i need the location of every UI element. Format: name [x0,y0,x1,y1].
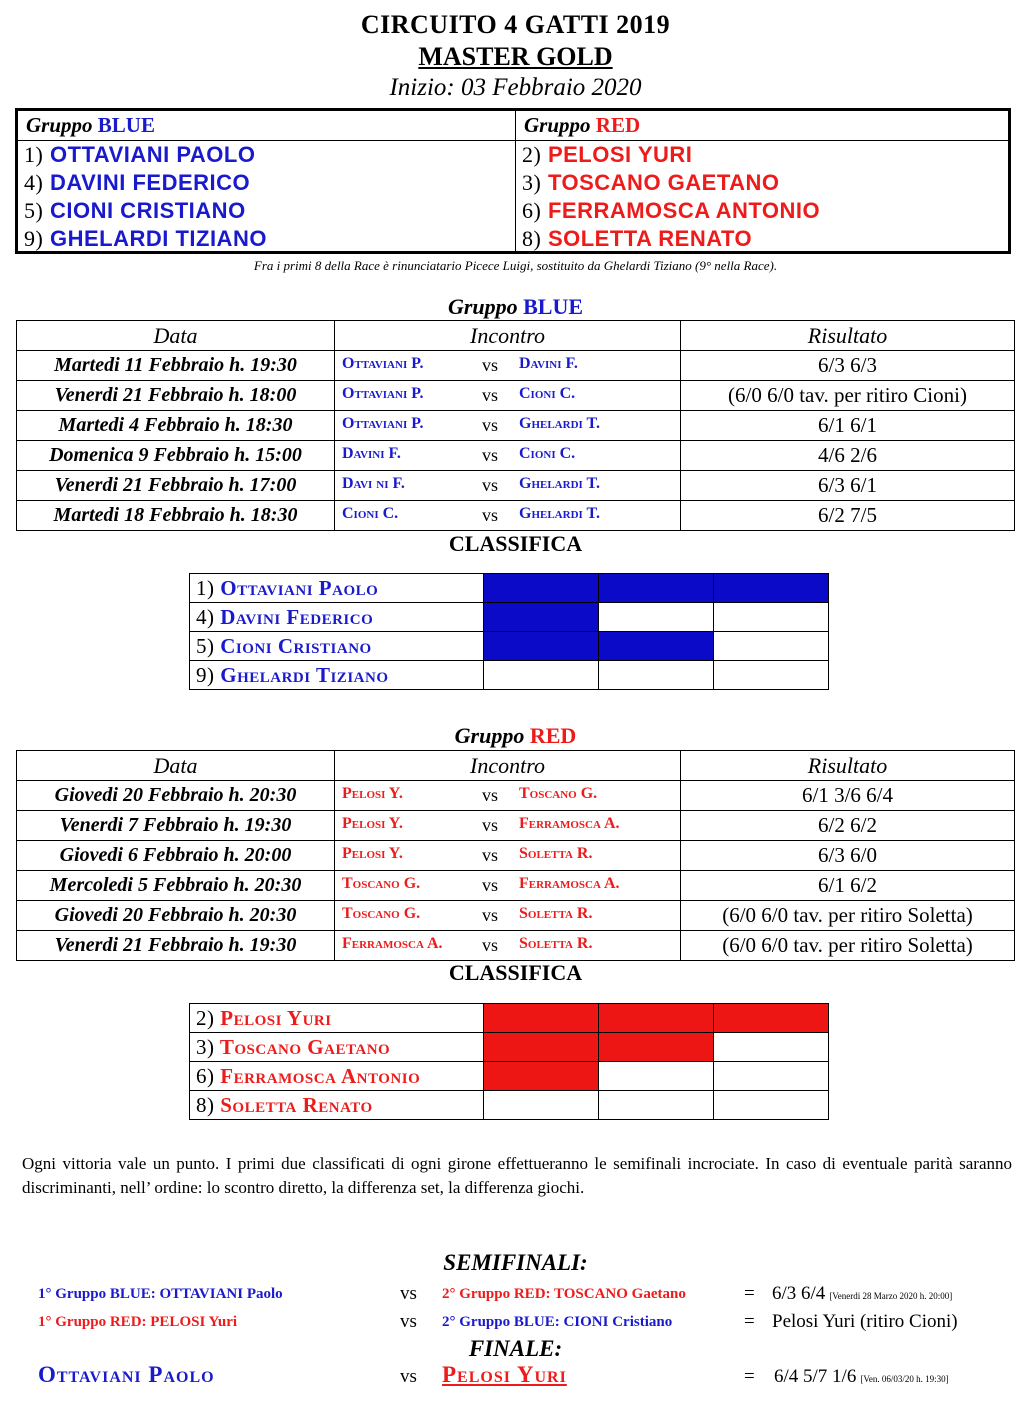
player-name: TOSCANO GAETANO [547,170,780,195]
red-standings-table [189,1003,829,1120]
final-right-player: Pelosi Yuri [442,1362,567,1387]
standings-player [190,1033,484,1062]
win-cell [484,1033,599,1062]
match-result: 6/1 3/6 6/4 [681,781,1015,811]
match-player-1: Ottaviani P. [342,355,424,372]
match-player-2: Davini F. [519,355,578,372]
match-result: 6/1 6/2 [681,871,1015,901]
player-seed: 4) [24,170,44,195]
standings-seed: 2) [196,1005,215,1030]
match-vs: vs [482,505,499,525]
match-result: (6/0 6/0 tav. per ritiro Soletta) [681,901,1015,931]
match-date: Venerdi 21 Febbraio h. 18:00 [17,381,335,411]
match-player-1: Ottaviani P. [342,415,424,432]
standings-player [190,603,484,632]
semifinal-1-result [772,1283,952,1305]
win-cell [714,603,829,632]
match-date: Venerdi 7 Febbraio h. 19:30 [17,811,335,841]
blue-standings-title: CLASSIFICA [448,531,583,556]
final-left-player: Ottaviani Paolo [38,1362,215,1387]
player-seed: 1) [24,142,44,167]
match-player-2: Cioni C. [519,385,576,402]
win-cell [599,1062,714,1091]
table-row [17,841,1015,871]
group-player-row [18,141,515,169]
semifinal-2-right: 2° Gruppo BLUE: CIONI Cristiano [442,1314,673,1330]
match-date: Mercoledi 5 Febbraio h. 20:30 [17,871,335,901]
match-result: 4/6 2/6 [681,441,1015,471]
match-date: Martedi 4 Febbraio h. 18:30 [17,411,335,441]
table-row [17,871,1015,901]
group-red-players [516,141,1008,253]
win-cell [714,574,829,603]
standings-player [190,632,484,661]
match-players [335,811,681,841]
match-player-1: Davini F. [342,445,401,462]
standings-row [190,1091,829,1120]
semifinal-2-left: 1° Gruppo RED: PELOSI Yuri [38,1314,238,1330]
match-player-1: Pelosi Y. [342,815,403,832]
replacement-note: Fra i primi 8 della Race è rinunciatario Picece Luigi, sostituito da Ghelardi Tiziano (9° nella Race). [253,258,778,273]
win-cell [599,1004,714,1033]
standings-name: Ottaviani Paolo [220,575,379,600]
match-player-2: Ferramosca A. [519,875,620,892]
final-title: FINALE: [468,1336,563,1361]
win-cell [599,603,714,632]
match-vs: vs [482,875,499,895]
win-cell [484,603,599,632]
win-cell [714,1091,829,1120]
final-vs: vs [400,1366,417,1387]
standings-name: Davini Federico [220,604,374,629]
match-player-1: Pelosi Y. [342,845,403,862]
semifinal-2-equals: = [744,1311,755,1332]
final-result [774,1366,949,1388]
red-matches-table [16,750,1015,961]
standings-seed: 9) [196,662,215,687]
group-label-name: RED [595,113,641,137]
win-cell [714,632,829,661]
match-vs: vs [482,415,499,435]
player-name: CIONI CRISTIANO [49,198,246,223]
win-cell [714,1004,829,1033]
match-player-2: Soletta R. [519,935,593,952]
match-player-2: Toscano G. [519,785,598,802]
standings-name: Toscano Gaetano [219,1034,391,1059]
match-result: 6/1 6/1 [681,411,1015,441]
final-date: [Ven. 06/03/20 h. 19:30] [860,1374,949,1384]
match-vs: vs [482,845,499,865]
win-cell [484,1091,599,1120]
blue-standings-table [189,573,829,690]
match-players [335,931,681,961]
blue-matches-table [16,320,1015,531]
match-vs: vs [482,445,499,465]
match-player-2: Ghelardi T. [519,475,600,492]
group-blue-players [18,141,515,253]
win-cell [599,1033,714,1062]
win-cell [714,1062,829,1091]
win-cell [714,661,829,690]
group-player-row [516,141,1008,169]
standings-name: Ferramosca Antonio [220,1063,421,1088]
blue-section-title [0,294,1031,320]
page-subtitle: MASTER GOLD [418,42,613,71]
match-result: 6/3 6/3 [681,351,1015,381]
match-player-1: Cioni C. [342,505,399,522]
semifinal-2-vs: vs [400,1311,417,1332]
player-seed: 6) [522,198,542,223]
player-seed: 8) [522,226,542,251]
match-vs: vs [482,385,499,405]
table-row [17,411,1015,441]
win-cell [714,1033,829,1062]
match-players [335,841,681,871]
match-player-2: Ghelardi T. [519,415,600,432]
table-row [17,781,1015,811]
standings-name: Ghelardi Tiziano [220,662,389,687]
match-vs: vs [482,785,499,805]
semifinal-1-left: 1° Gruppo BLUE: OTTAVIANI Paolo [38,1286,283,1302]
group-player-row [18,169,515,197]
table-row [17,901,1015,931]
final-score: 6/4 5/7 1/6 [774,1366,857,1387]
match-result: (6/0 6/0 tav. per ritiro Cioni) [681,381,1015,411]
standings-seed: 5) [196,633,215,658]
column-header-date: Data [17,751,335,781]
column-header-result: Risultato [681,751,1015,781]
column-header-date: Data [17,321,335,351]
player-name: FERRAMOSCA ANTONIO [547,198,821,223]
standings-row [190,574,829,603]
final-equals: = [744,1366,755,1387]
column-header-match: Incontro [335,321,681,351]
group-player-row [516,197,1008,225]
player-name: GHELARDI TIZIANO [49,226,267,251]
standings-seed: 4) [196,604,215,629]
rules-text: Ogni vittoria vale un punto. I primi due classificati di ogni girone effettueranno le semifinali incrociate. In caso di eventuale parità saranno discriminanti, nell’ ordine: lo scontro diretto, la differenza set, la differenza giochi. [22,1154,1012,1197]
match-player-1: Ottaviani P. [342,385,424,402]
match-player-1: Toscano G. [342,905,421,922]
player-name: PELOSI YURI [547,142,693,167]
standings-row [190,1033,829,1062]
match-player-2: Soletta R. [519,905,593,922]
semifinal-1-right: 2° Gruppo RED: TOSCANO Gaetano [442,1286,686,1302]
win-cell [484,1062,599,1091]
match-players [335,781,681,811]
table-row [17,441,1015,471]
table-row [17,471,1015,501]
column-header-result: Risultato [681,321,1015,351]
match-players [335,871,681,901]
match-vs: vs [482,905,499,925]
player-name: DAVINI FEDERICO [49,170,251,195]
match-player-1: Davi ni F. [342,475,405,492]
semifinal-1-score: 6/3 6/4 [772,1283,826,1304]
standings-seed: 1) [196,575,215,600]
standings-row [190,1004,829,1033]
standings-seed: 3) [196,1034,215,1059]
match-players [335,411,681,441]
win-cell [599,574,714,603]
standings-player [190,1004,484,1033]
match-player-2: Cioni C. [519,445,576,462]
semifinal-1-equals: = [744,1283,755,1304]
match-player-2: Soletta R. [519,845,593,862]
standings-player [190,574,484,603]
group-red-column [516,111,1008,251]
table-row [17,381,1015,411]
standings-name: Soletta Renato [220,1092,373,1117]
group-blue-header [18,111,515,141]
win-cell [484,1004,599,1033]
match-result: 6/2 7/5 [681,501,1015,531]
group-player-row [18,197,515,225]
win-cell [599,1091,714,1120]
match-players [335,351,681,381]
match-player-2: Ferramosca A. [519,815,620,832]
red-standings-title: CLASSIFICA [448,960,583,985]
match-player-2: Ghelardi T. [519,505,600,522]
match-vs: vs [482,815,499,835]
match-date: Venerdi 21 Febbraio h. 17:00 [17,471,335,501]
section-name: BLUE [523,294,584,319]
table-row [17,931,1015,961]
match-players [335,471,681,501]
match-players [335,501,681,531]
match-date: Martedi 11 Febbraio h. 19:30 [17,351,335,381]
section-name: RED [529,723,577,748]
table-row [17,351,1015,381]
player-seed: 3) [522,170,542,195]
match-player-1: Ferramosca A. [342,935,443,952]
table-row [17,811,1015,841]
standings-seed: 8) [196,1092,215,1117]
section-prefix: Gruppo [447,294,518,319]
standings-seed: 6) [196,1063,215,1088]
match-result: 6/2 6/2 [681,811,1015,841]
player-name: OTTAVIANI PAOLO [49,142,256,167]
standings-player [190,1062,484,1091]
match-players [335,901,681,931]
player-name: SOLETTA RENATO [547,226,753,251]
red-section-title [0,723,1031,749]
match-date: Giovedi 6 Febbraio h. 20:00 [17,841,335,871]
match-result: 6/3 6/1 [681,471,1015,501]
group-label-name: BLUE [97,113,155,137]
semifinal-1-date: [Venerdi 28 Marzo 2020 h. 20:00] [829,1291,953,1301]
standings-name: Pelosi Yuri [220,1005,332,1030]
table-row [17,501,1015,531]
standings-row [190,603,829,632]
group-player-row [18,225,515,253]
semifinals-title: SEMIFINALI: [443,1250,588,1275]
standings-player [190,661,484,690]
section-prefix: Gruppo [454,723,525,748]
match-result: 6/3 6/0 [681,841,1015,871]
match-result: (6/0 6/0 tav. per ritiro Soletta) [681,931,1015,961]
group-label-prefix: Gruppo [26,113,93,137]
group-blue-column [18,111,516,251]
match-players [335,381,681,411]
standings-row [190,632,829,661]
match-player-1: Pelosi Y. [342,785,403,802]
start-date: Inizio: 03 Febbraio 2020 [389,74,642,101]
match-date: Giovedi 20 Febbraio h. 20:30 [17,781,335,811]
page-title: CIRCUITO 4 GATTI 2019 [360,10,671,39]
semifinal-1-vs: vs [400,1283,417,1304]
group-player-row [516,169,1008,197]
match-date: Martedi 18 Febbraio h. 18:30 [17,501,335,531]
standings-name: Cioni Cristiano [220,633,372,658]
match-player-1: Toscano G. [342,875,421,892]
groups-box [15,108,1011,254]
match-date: Venerdi 21 Febbraio h. 19:30 [17,931,335,961]
win-cell [599,661,714,690]
win-cell [484,661,599,690]
win-cell [484,632,599,661]
column-header-match: Incontro [335,751,681,781]
group-red-header [516,111,1008,141]
match-date: Domenica 9 Febbraio h. 15:00 [17,441,335,471]
match-date: Giovedi 20 Febbraio h. 20:30 [17,901,335,931]
standings-row [190,1062,829,1091]
group-label-prefix: Gruppo [524,113,591,137]
match-players [335,441,681,471]
match-vs: vs [482,355,499,375]
standings-row [190,661,829,690]
standings-player [190,1091,484,1120]
player-seed: 9) [24,226,44,251]
player-seed: 2) [522,142,542,167]
match-vs: vs [482,475,499,495]
player-seed: 5) [24,198,44,223]
win-cell [484,574,599,603]
group-player-row [516,225,1008,253]
match-vs: vs [482,935,499,955]
semifinal-2-result: Pelosi Yuri (ritiro Cioni) [772,1311,958,1332]
win-cell [599,632,714,661]
